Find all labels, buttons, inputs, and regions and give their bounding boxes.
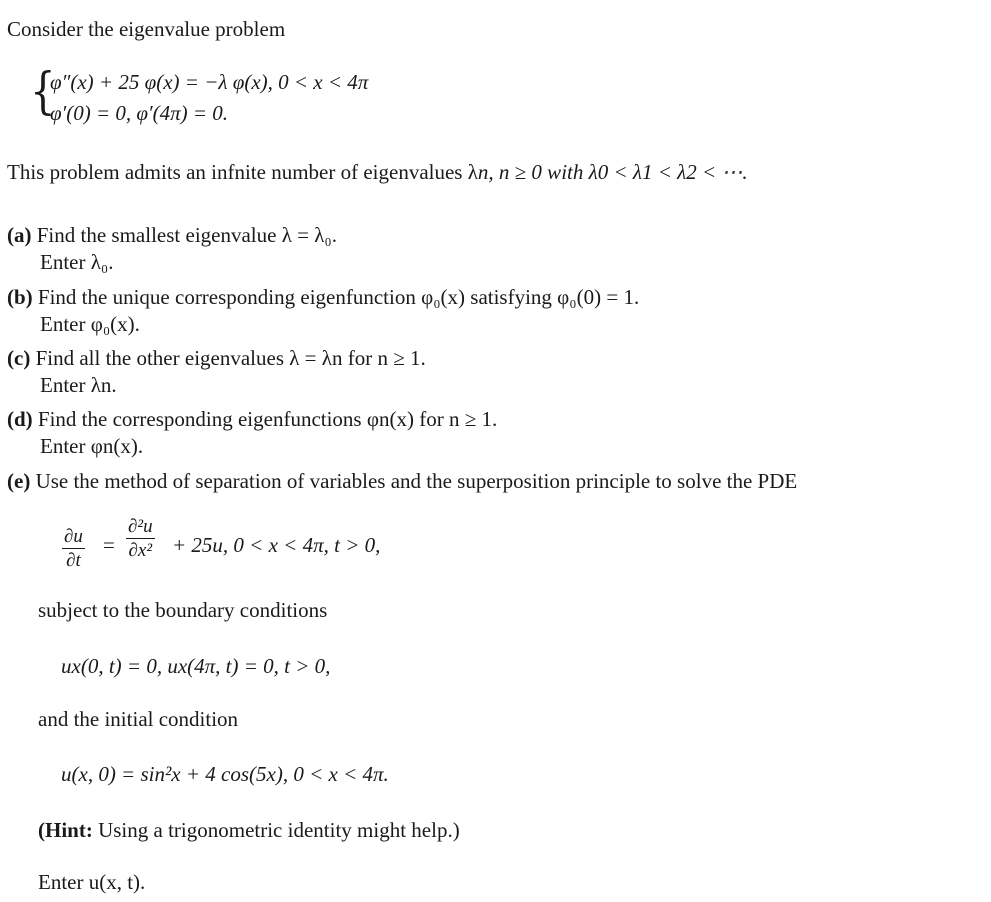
- part-e-text: Use the method of separation of variables and the superposition principle to solve the PDE: [35, 469, 798, 493]
- system-equation-1: φ″(x) + 25 φ(x) = −λ φ(x), 0 < x < 4π: [50, 70, 369, 94]
- part-c-enter: Enter λn.: [40, 373, 117, 397]
- pde-lhs-den: ∂t: [66, 550, 81, 571]
- part-b-enter: Enter φ₀(x).: [40, 312, 140, 336]
- part-c-label: (c): [7, 346, 31, 370]
- part-d-enter: Enter φn(x).: [40, 434, 144, 458]
- system-equation-2: φ′(0) = 0, φ′(4π) = 0.: [50, 101, 229, 125]
- part-a-enter: Enter λ₀.: [40, 250, 114, 274]
- part-d-text: Find the corresponding eigenfunctions φn(x) for n ≥ 1.: [37, 407, 498, 431]
- eigenvalue-statement: [7, 162, 748, 183]
- pde-rest: + 25u, 0 < x < 4π, t > 0,: [172, 533, 381, 557]
- part-c: [7, 348, 426, 369]
- part-b-text: Find the unique corresponding eigenfunction φ₀(x) satisfying φ₀(0) = 1.: [37, 285, 640, 309]
- system-brace: {: [30, 62, 56, 120]
- pde-rhs-fraction: [126, 517, 155, 560]
- final-enter: Enter u(x, t).: [38, 870, 146, 894]
- part-e: [7, 471, 797, 492]
- part-b-label: (b): [7, 285, 33, 309]
- part-e-label: (e): [7, 469, 31, 493]
- pde-lhs-num: ∂u: [64, 526, 83, 547]
- hint: [38, 820, 460, 841]
- initial-condition: u(x, 0) = sin²x + 4 cos(5x), 0 < x < 4π.: [61, 762, 389, 786]
- pde-equals: =: [103, 533, 115, 557]
- statement-text: This problem admits an infnite number of eigenvalues λ: [7, 160, 478, 184]
- part-d: [7, 409, 497, 430]
- pde-rhs-num: ∂²u: [128, 516, 153, 537]
- part-c-text: Find all the other eigenvalues λ = λn for n ≥ 1.: [35, 346, 426, 370]
- boundary-conditions: ux(0, t) = 0, ux(4π, t) = 0, t > 0,: [61, 654, 331, 678]
- part-d-label: (d): [7, 407, 33, 431]
- bc-intro: subject to the boundary conditions: [38, 598, 328, 622]
- intro-text: Consider the eigenvalue problem: [7, 17, 286, 41]
- ic-intro: and the initial condition: [38, 707, 239, 731]
- pde-rhs-den: ∂x²: [128, 540, 153, 561]
- part-b: [7, 287, 639, 308]
- part-a: [7, 225, 337, 246]
- hint-label: (Hint:: [38, 818, 93, 842]
- statement-tail: 0 < λ1 < λ2 < ⋯.: [597, 160, 748, 184]
- part-a-label: (a): [7, 223, 32, 247]
- pde-lhs-fraction: [62, 527, 85, 570]
- statement-rest: n, n ≥ 0 with λ: [477, 160, 598, 184]
- hint-text: Using a trigonometric identity might help.): [92, 818, 460, 842]
- part-a-text: Find the smallest eigenvalue λ = λ₀.: [36, 223, 337, 247]
